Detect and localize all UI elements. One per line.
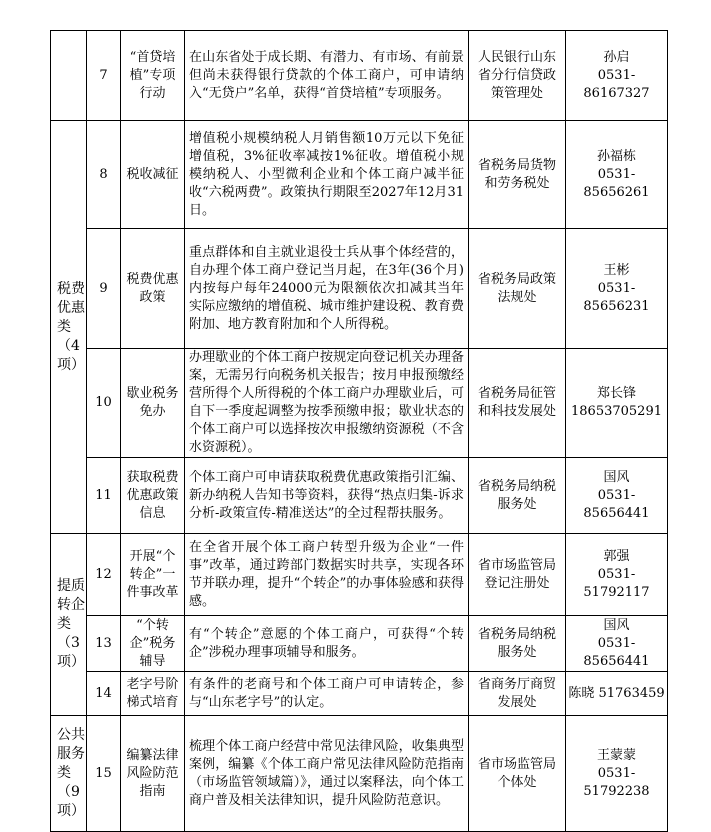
category-cell-empty <box>51 31 87 121</box>
table-row <box>51 349 668 458</box>
contact-person: 国风 <box>603 617 630 633</box>
table-row <box>51 672 668 716</box>
table-row <box>51 121 668 229</box>
table-row <box>51 616 668 672</box>
contact-person: 国风 <box>603 469 630 485</box>
item-content: 梳理个体工商户经营中常见法律风险，收集典型案例，编纂《个体工商户常见法律风险防范指南（市场监管领域篇）》，通过以案释法，向个体工商户普及相关法律知识，提升风险防范意识。 <box>185 716 469 832</box>
row-number: 14 <box>87 672 121 716</box>
contact-phone: 0531-85656261 <box>583 166 650 200</box>
item-content: 重点群体和自主就业退役士兵从事个体经营的，自办理个体工商户登记当月起，在3年(36个月)内按每户每年24000元为限额依次扣减其当年实际应缴纳的增值税、城市维护建设税、教育费附加、地方教育附加和个人所得税。 <box>185 229 469 349</box>
item-content: 在全省开展个体工商户转型升级为企业“一件事”改革，通过跨部门数据实时共享，实现各环节并联办理，提升“个转企”的办事体验感和获得感。 <box>185 534 469 616</box>
item-department: 省税务局纳税服务处 <box>469 616 566 672</box>
item-department: 省税务局征管和科技发展处 <box>469 349 566 458</box>
item-name: 老字号阶梯式培育 <box>121 672 185 716</box>
item-name: 歇业税务免办 <box>121 349 185 458</box>
item-name: 开展“个转企”一件事改革 <box>121 534 185 616</box>
row-number: 15 <box>87 716 121 832</box>
row-number: 9 <box>87 229 121 349</box>
item-name: “首贷培植”专项行动 <box>121 31 185 121</box>
item-contact <box>566 458 668 534</box>
category-cell: 税费优惠类（4项） <box>51 121 87 534</box>
item-contact <box>566 121 668 229</box>
contact-phone: 0531-51792238 <box>583 765 650 799</box>
contact-phone: 0531-86167327 <box>583 67 650 101</box>
row-number: 8 <box>87 121 121 229</box>
item-department: 人民银行山东省分行信贷政策管理处 <box>469 31 566 121</box>
item-department: 省税务局纳税服务处 <box>469 458 566 534</box>
table-row <box>51 534 668 616</box>
table-row <box>51 458 668 534</box>
item-name: 税费优惠政策 <box>121 229 185 349</box>
contact-phone: 0531-85656441 <box>583 487 650 521</box>
item-content: 在山东省处于成长期、有潜力、有市场、有前景但尚未获得银行贷款的个体工商户，可申请纳入“无贷户”名单，获得“首贷培植”专项服务。 <box>185 31 469 121</box>
contact-phone: 18653705291 <box>571 404 662 419</box>
item-department: 省税务局货物和劳务税处 <box>469 121 566 229</box>
item-content: 个体工商户可申请获取税费优惠政策指引汇编、新办纳税人告知书等资料，获得“热点归集-诉求分析-政策宣传-精准送达”的全过程帮扶服务。 <box>185 458 469 534</box>
item-name: 编纂法律风险防范指南 <box>121 716 185 832</box>
item-contact <box>566 716 668 832</box>
item-contact <box>566 229 668 349</box>
item-department: 省市场监管局登记注册处 <box>469 534 566 616</box>
item-contact <box>566 616 668 672</box>
contact-phone: 51763459 <box>598 685 665 701</box>
item-name: 税收减征 <box>121 121 185 229</box>
contact-person: 郭强 <box>603 548 630 564</box>
row-number: 7 <box>87 31 121 121</box>
contact-person: 王彬 <box>603 262 630 278</box>
item-content: 有条件的老商号和个体工商户可申请转企，参与“山东老字号”的认定。 <box>185 672 469 716</box>
row-number: 11 <box>87 458 121 534</box>
item-contact <box>566 672 668 716</box>
item-content: 增值税小规模纳税人月销售额10万元以下免征增值税，3%征收率减按1%征收。增值税小规模纳税人、小型微利企业和个体工商户减半征收“六税两费”。政策执行期限至2027年12月31日。 <box>185 121 469 229</box>
contact-person: 王蒙蒙 <box>596 747 636 763</box>
item-contact <box>566 31 668 121</box>
item-contact <box>566 534 668 616</box>
category-cell: 公共服务类（9项） <box>51 716 87 832</box>
item-content: 有“个转企”意愿的个体工商户，可获得“个转企”涉税办理事项辅导和服务。 <box>185 616 469 672</box>
table-row <box>51 31 668 121</box>
category-cell: 提质转企类（3项） <box>51 534 87 716</box>
item-name: 获取税费优惠政策信息 <box>121 458 185 534</box>
item-content: 办理歇业的个体工商户按规定向登记机关办理备案，无需另行向税务机关报告；按月申报预缴经营所得个人所得税的个体工商户办理歇业后，可自下一季度起调整为按季预缴申报；歇业状态的个体工商户可以选择按次申报缴纳资源税（不含水资源税）。 <box>185 349 469 458</box>
item-department: 省市场监管局个体处 <box>469 716 566 832</box>
item-contact <box>566 349 668 458</box>
item-department: 省商务厅商贸发展处 <box>469 672 566 716</box>
row-number: 12 <box>87 534 121 616</box>
contact-phone: 0531-51792117 <box>583 566 650 600</box>
contact-person: 陈晓 <box>568 685 595 701</box>
contact-phone: 0531-85656441 <box>583 635 650 669</box>
contact-person: 孙启 <box>603 49 630 65</box>
table-row <box>51 716 668 832</box>
row-number: 13 <box>87 616 121 672</box>
contact-person: 郑长锋 <box>596 386 636 401</box>
table-row <box>51 229 668 349</box>
policy-table <box>50 30 668 832</box>
contact-phone: 0531-85656231 <box>583 280 650 314</box>
item-name: “个转企”税务辅导 <box>121 616 185 672</box>
contact-person: 孙福栋 <box>596 148 636 164</box>
row-number: 10 <box>87 349 121 458</box>
item-department: 省税务局政策法规处 <box>469 229 566 349</box>
